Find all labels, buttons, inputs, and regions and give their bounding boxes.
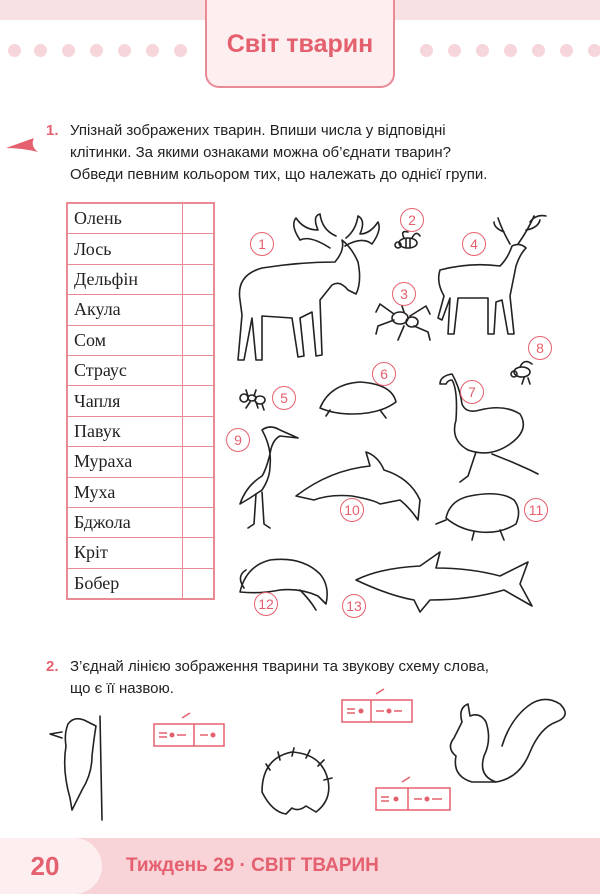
animal-name: Бобер (67, 568, 183, 599)
picture-number-badge: 8 (528, 336, 552, 360)
animal-name: Муха (67, 477, 183, 507)
picture-number-badge: 5 (272, 386, 296, 410)
page-number-tab (0, 838, 102, 894)
deer-drawing (438, 216, 546, 334)
task1-line: клітинки. За якими ознаками можна об’єднати тварин? (70, 144, 451, 161)
picture-number-badge: 2 (400, 208, 424, 232)
animal-name: Олень (67, 203, 183, 234)
task2-number: 2. (46, 658, 59, 675)
picture-number-badge: 12 (254, 592, 278, 616)
animal-name: Павук (67, 416, 183, 446)
page-title: Світ тварин (226, 30, 374, 58)
task1-number: 1. (46, 122, 59, 139)
animal-name: Кріт (67, 538, 183, 568)
animal-name: Мураха (67, 447, 183, 477)
beaver-drawing (436, 494, 519, 540)
spider-drawing (376, 300, 430, 340)
animal-name: Дельфін (67, 264, 183, 294)
animal-name: Лось (67, 234, 183, 264)
sound-scheme-1 (150, 712, 230, 752)
picture-number-badge: 3 (392, 282, 416, 306)
mole-drawing (320, 382, 396, 418)
picture-number-badge: 7 (460, 380, 484, 404)
squirrel-drawing (450, 699, 565, 782)
sound-scheme-3 (372, 776, 456, 816)
shark-drawing (356, 552, 532, 612)
fly-drawing (511, 362, 532, 384)
task2-line: що є її назвою. (70, 680, 174, 697)
picture-number-badge: 6 (372, 362, 396, 386)
picture-number-badge: 1 (250, 232, 274, 256)
picture-number-badge: 11 (524, 498, 548, 522)
animal-name: Чапля (67, 386, 183, 416)
animal-name: Сом (67, 325, 183, 355)
picture-number-badge: 13 (342, 594, 366, 618)
bee-drawing (395, 232, 420, 248)
animal-name: Бджола (67, 507, 183, 537)
picture-number-badge: 4 (462, 232, 486, 256)
task1-line: Обведи певним кольором тих, що належать до однієї групи. (70, 166, 488, 183)
sound-scheme-2 (338, 688, 418, 728)
task1-line: Упізнай зображених тварин. Впиши числа у відповідні (70, 122, 446, 139)
picture-number-badge: 9 (226, 428, 250, 452)
animal-name: Акула (67, 295, 183, 325)
footer-label: Тиждень 29 · СВІТ ТВАРИН (126, 855, 379, 876)
page-number: 20 (30, 851, 60, 881)
ostrich-drawing (440, 374, 538, 482)
hedgehog-drawing (262, 748, 332, 814)
task2-line: З’єднай лінією зображення тварини та звукову схему слова, (70, 658, 489, 675)
woodpecker-drawing (50, 716, 102, 820)
task2-instructions (70, 656, 590, 700)
animal-name: Страус (67, 355, 183, 385)
picture-number-badge: 10 (340, 498, 364, 522)
ant-drawing (240, 390, 265, 410)
